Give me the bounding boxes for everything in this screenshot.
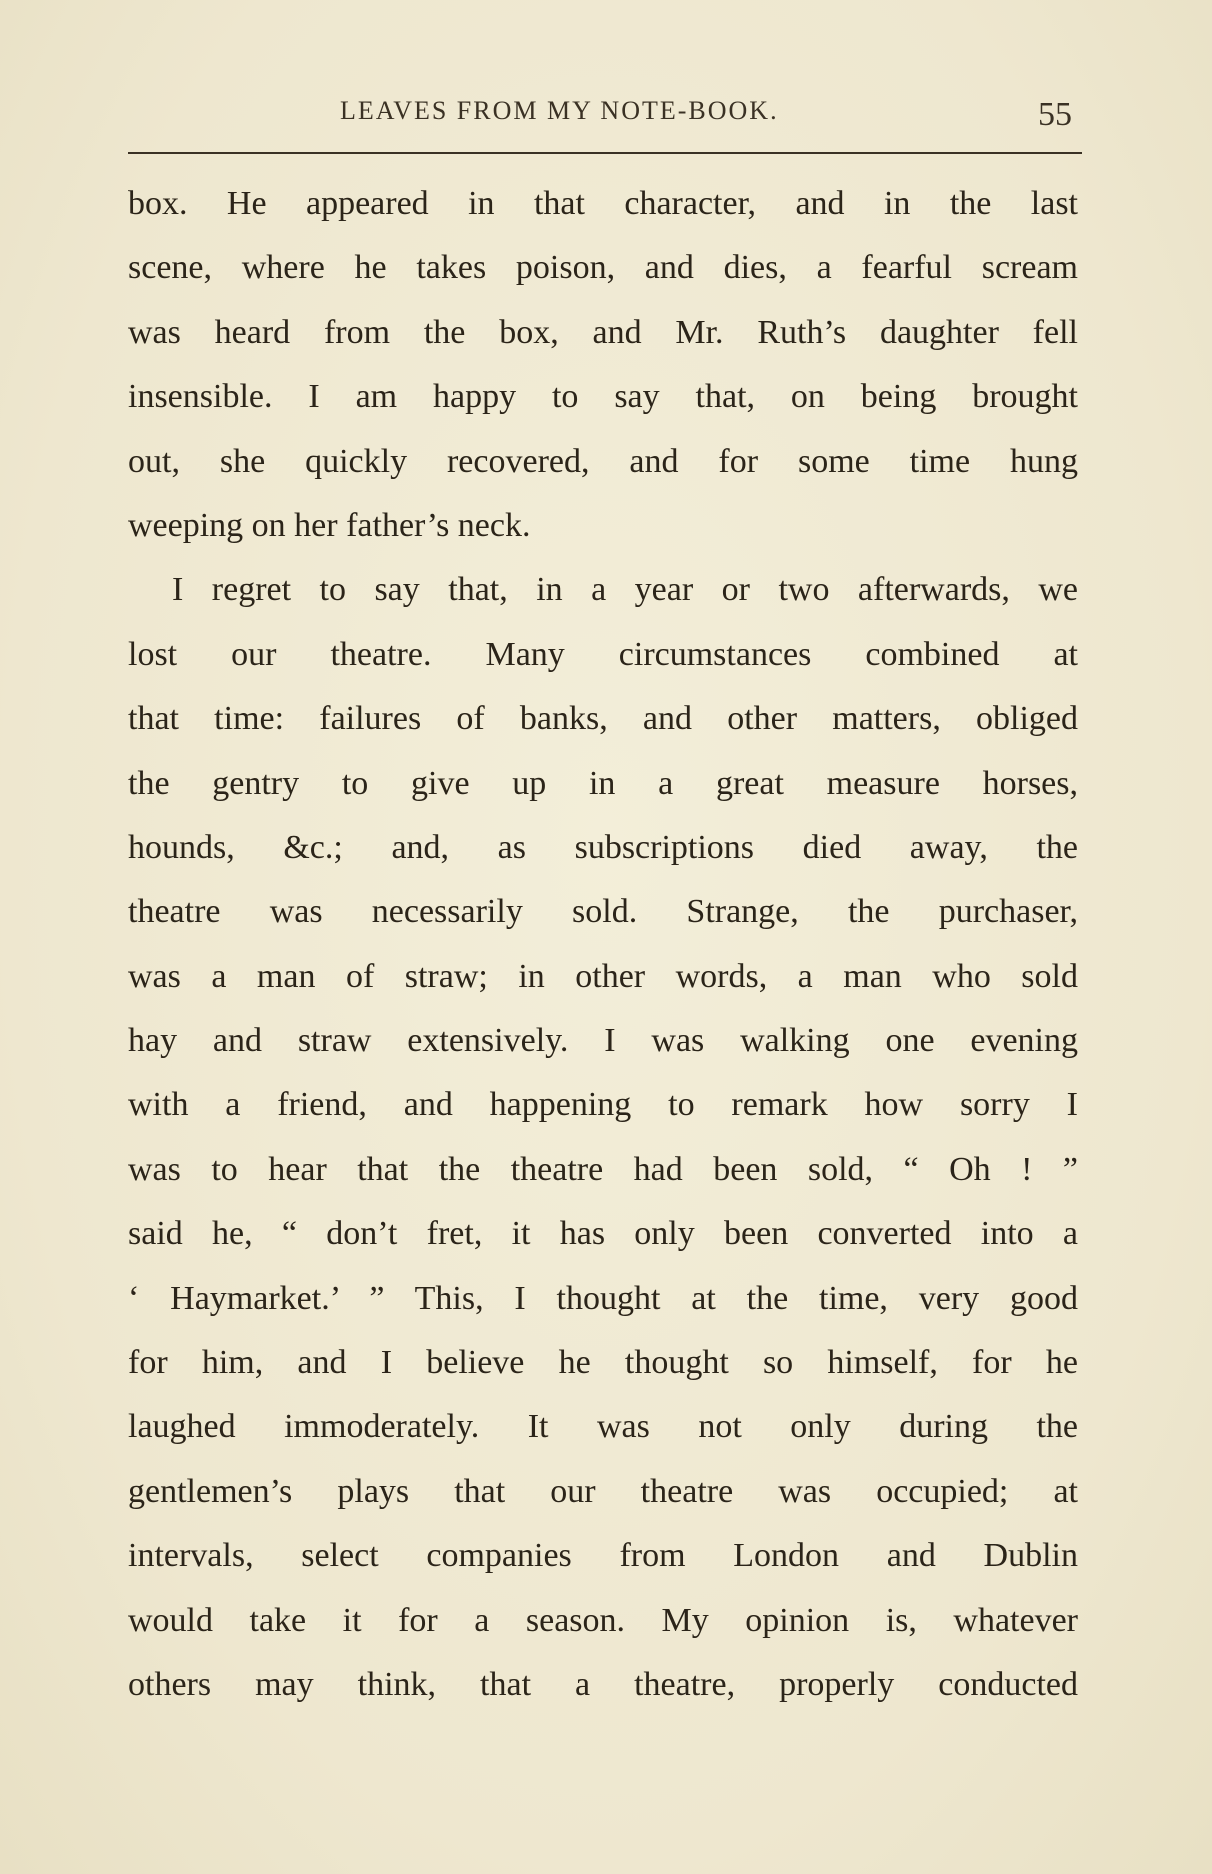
text-line: was heard from the box, and Mr. Ruth’s daughter fell: [128, 313, 1078, 351]
page-number: 55: [1038, 96, 1072, 133]
text-line: would take it for a season. My opinion is, whatever: [128, 1601, 1078, 1639]
text-line: laughed immoderately. It was not only during the: [128, 1408, 1078, 1446]
text-line: for him, and I believe he thought so himself, for he: [128, 1344, 1078, 1382]
text-line: theatre was necessarily sold. Strange, the purchaser,: [128, 893, 1078, 931]
running-title: LEAVES FROM MY NOTE-BOOK.: [340, 96, 779, 125]
body-text: [128, 172, 1078, 1717]
text-line: that time: failures of banks, and other matters, obliged: [128, 700, 1078, 738]
text-line: I regret to say that, in a year or two afterwards, we: [172, 571, 1078, 609]
running-head: [0, 92, 1212, 132]
text-line: hay and straw extensively. I was walking one evening: [128, 1022, 1078, 1060]
text-line: said he, “ don’t fret, it has only been converted into a: [128, 1215, 1078, 1253]
text-line: insensible. I am happy to say that, on being brought: [128, 378, 1078, 416]
text-line: was a man of straw; in other words, a man who sold: [128, 957, 1078, 995]
text-line: box. He appeared in that character, and in the last: [128, 185, 1078, 222]
text-line: gentlemen’s plays that our theatre was occupied; at: [128, 1472, 1078, 1510]
text-line: lost our theatre. Many circumstances combined at: [128, 635, 1078, 673]
header-rule: [128, 152, 1082, 154]
text-line: the gentry to give up in a great measure horses,: [128, 764, 1078, 802]
text-line: scene, where he takes poison, and dies, a fearful scream: [128, 249, 1078, 287]
text-line: others may think, that a theatre, properly conducted: [128, 1665, 1078, 1703]
text-line: weeping on her father’s neck.: [128, 506, 531, 544]
text-line: intervals, select companies from London and Dublin: [128, 1537, 1078, 1575]
text-line: hounds, &c.; and, as subscriptions died away, the: [128, 828, 1078, 866]
text-line: was to hear that the theatre had been sold, “ Oh ! ”: [128, 1150, 1078, 1188]
text-line: out, she quickly recovered, and for some time hung: [128, 442, 1078, 480]
text-line: ‘ Haymarket.’ ” This, I thought at the time, very good: [128, 1279, 1078, 1317]
text-line: with a friend, and happening to remark how sorry I: [128, 1086, 1078, 1124]
